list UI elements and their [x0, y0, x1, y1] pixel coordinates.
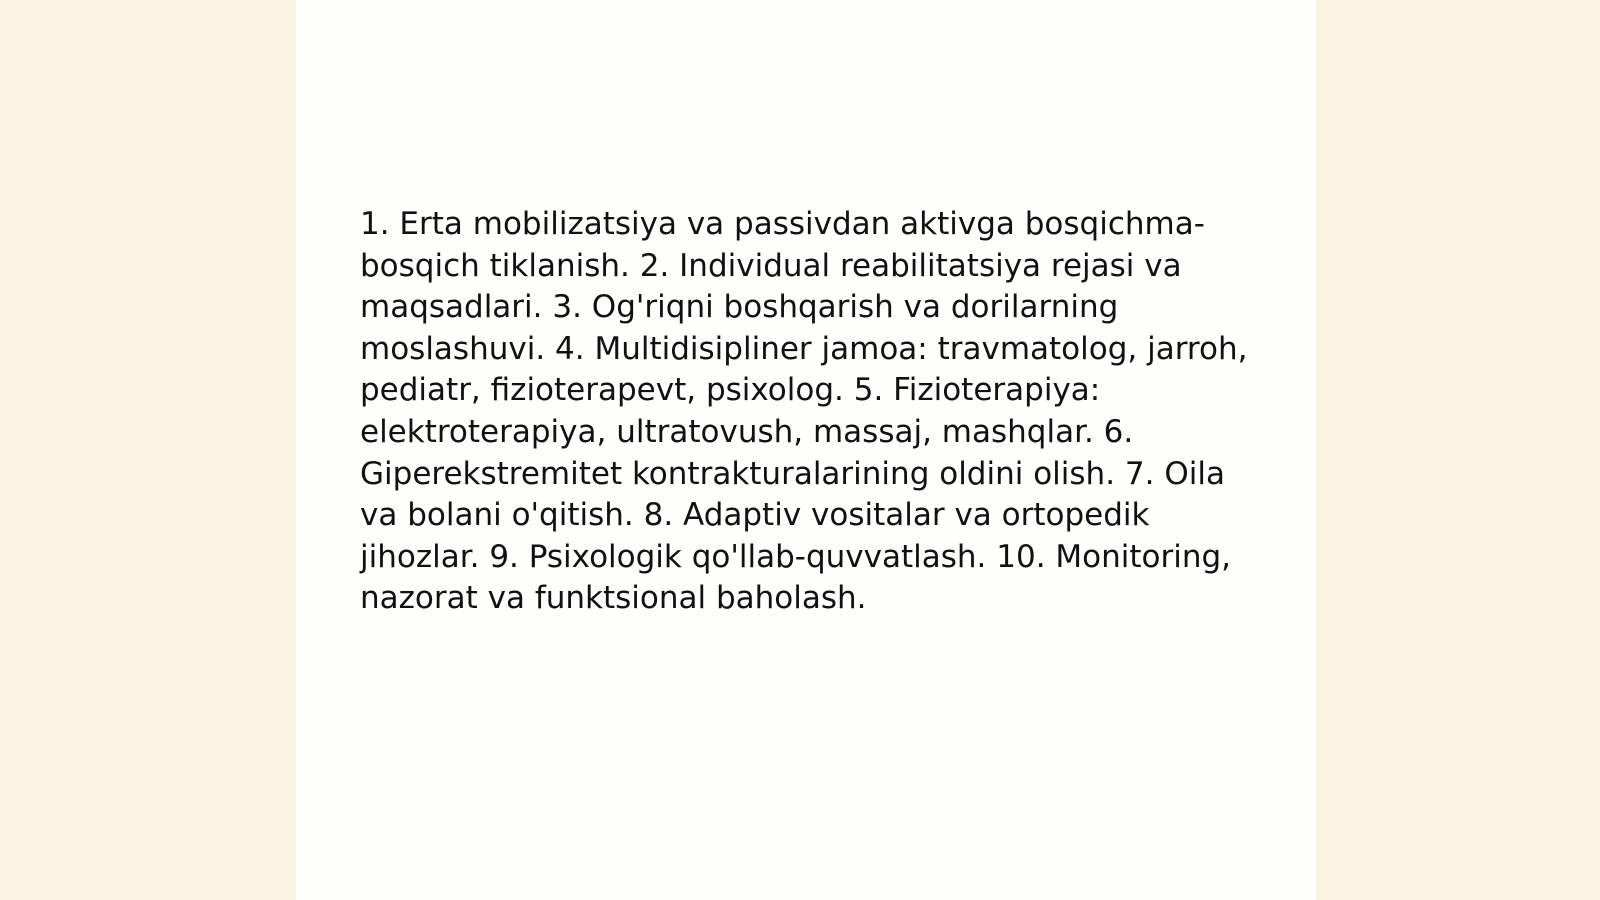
slide-body-text: 1. Erta mobilizatsiya va passivdan aktivga bosqichma-bosqich tiklanish. 2. Individual reabilitatsiya rejasi va maqsadlari. 3. Og'riqni boshqarish va dorilarning moslashuvi. 4. Multidisipliner jamoa: travmatolog, jarroh, pediatr, fizioterapevt, psixolog. 5. Fizioterapiya: elektroterapiya, ultratovush, massaj, mashqlar. 6. Giperekstremitet kontrakturalarining oldini olish. 7. Oila va bolani o'qitish. 8. Adaptiv vositalar va ortopedik jihozlar. 9. Psixologik qo'llab-quvvatlash. 10. Monitoring, nazorat va funktsional baholash.	[360, 206, 1248, 617]
slide-canvas	[296, 0, 1316, 900]
left-background-panel	[0, 0, 296, 900]
right-background-panel	[1316, 0, 1600, 900]
